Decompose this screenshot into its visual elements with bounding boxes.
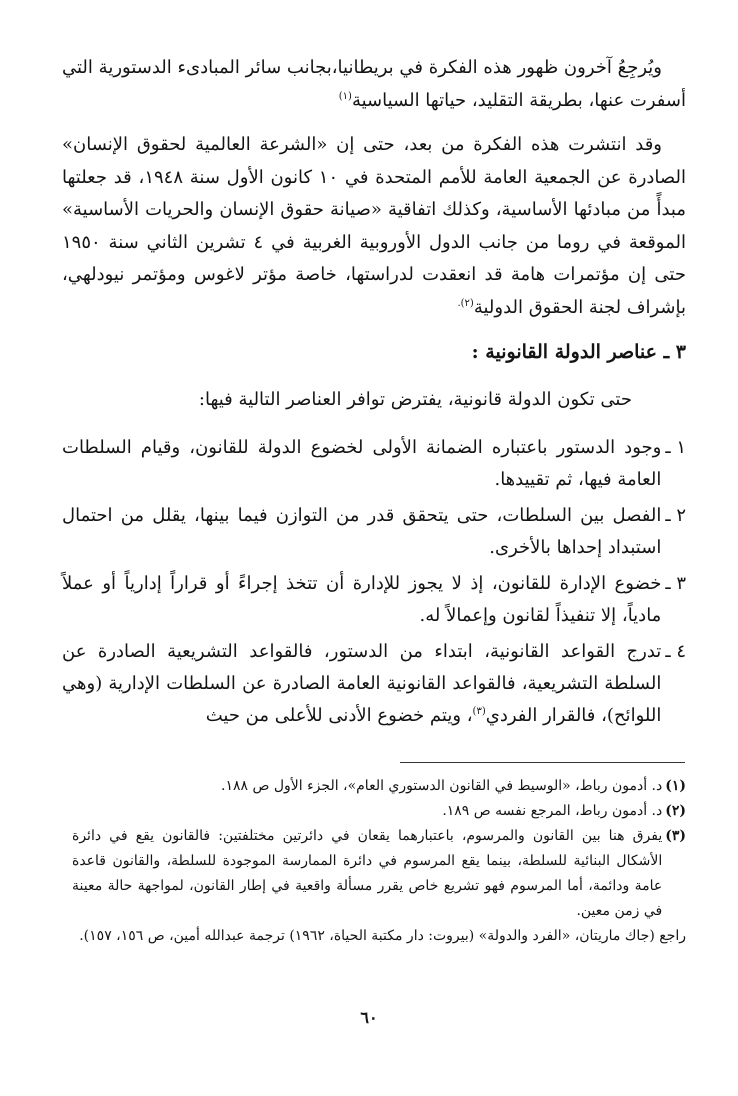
list-item-number: ٢ ـ — [665, 505, 686, 526]
footnote-text: يفرق هنا بين القانون والمرسوم، باعتبارهما يقعان في دائرتين مختلفتين: فالقانون يقع في دائرة الأشكال البنائية للسلطة، بينما يقع المرسوم في دائرة الممارسة الموجودة للسلطة، والقانون قاعدة عامة ودائمة، أما المرسوم فهو تشريع خاص يقرر مسألة واقعية في إطار القانون، لمواجهة حالة معينة في زمن معين. — [72, 828, 663, 919]
list-item-text — [62, 636, 661, 732]
footnote-text: د. أدمون رباط، «الوسيط في القانون الدستوري العام»، الجزء الأول ص ١٨٨. — [221, 778, 663, 794]
spacer — [62, 368, 686, 384]
footnote-ref-2: (٢). — [457, 297, 474, 309]
list-item — [62, 636, 686, 732]
list-item-text: وجود الدستور باعتباره الضمانة الأولى لخضوع الدولة للقانون، وقيام السلطات العامة فيها، ثم تقييدها. — [62, 437, 662, 490]
footnote — [72, 824, 686, 924]
paragraph-1-text: ويُرجِعُ آخرون ظهور هذه الفكرة في بريطانيا،بجانب سائر المبادىء الدستورية التي أسفرت عنها، بطريقة التقليد، حياتها السياسية — [62, 57, 686, 111]
list-item — [62, 432, 686, 496]
footnote-mark: (١) — [665, 778, 686, 794]
list-item-number: ٤ ـ — [665, 641, 686, 662]
spacer — [62, 117, 686, 129]
list-item-text: خضوع الإدارة للقانون، إذ لا يجوز للإدارة أن تتخذ إجراءً أو قراراً إدارياً أو عملاً مادياً، إلا تنفيذاً لقانون وإعمالاً له. — [62, 573, 662, 626]
spacer — [62, 324, 686, 336]
list-item-text-part: تدرج القواعد القانونية، ابتداء من الدستور، فالقواعد التشريعية الصادرة عن السلطة التشريعية، فالقواعد القانونية العامة الصادرة عن السلطات الإدارية (وهي اللوائح)، فالقرار الفردي — [62, 641, 662, 726]
footnote — [72, 799, 686, 824]
section-heading: ٣ ـ عناصر الدولة القانونية : — [471, 341, 686, 363]
page-body — [62, 52, 686, 736]
footnote-divider — [400, 762, 685, 763]
footnotes — [72, 774, 686, 949]
list-item-number: ١ ـ — [665, 437, 686, 458]
list-item-text-part: ، ويتم خضوع الأدنى للأعلى من حيث — [205, 705, 473, 726]
paragraph-2-text: وقد انتشرت هذه الفكرة من بعد، حتى إن «الشرعة العالمية لحقوق الإنسان» الصادرة عن الجمعية العامة للأمم المتحدة في ١٠ كانون الأول سنة ١٩٤٨، قد جعلتها مبدأً من مبادئها الأساسية، وكذلك اتفاقية «صيانة حقوق الإنسان والحريات الأساسية» الموقعة في روما من جانب الدول الأوروبية الغربية في ٤ تشرين الثاني سنة ١٩٥٠ حتى إن مؤتمرات هامة قد انعقدت لدراستها، خاصة مؤتر لاغوس ومؤتمر نيودلهي، بإشراف لجنة الحقوق الدولية — [62, 134, 686, 318]
list-item — [62, 500, 686, 564]
spacer — [62, 416, 686, 432]
footnote-ref-3: (٣) — [472, 706, 486, 717]
list-item-text: الفصل بين السلطات، حتى يتحقق قدر من التوازن فيما بينها، يقلل من احتمال استبداد إحداها بالأخرى. — [62, 505, 662, 558]
page-number: ٦٠ — [360, 1008, 378, 1027]
footnote-reference: راجع (جاك ماريتان، «الفرد والدولة» (بيروت: دار مكتبة الحياة، ١٩٦٢) ترجمة عبدالله أمين، ص ١٥٦، ١٥٧). — [79, 928, 686, 944]
footnote-mark: (٣) — [665, 828, 686, 844]
paragraph-1 — [62, 52, 686, 117]
footnote — [72, 774, 686, 799]
footnote-mark: (٢) — [665, 803, 686, 819]
paragraph-2 — [62, 129, 686, 324]
list-item — [62, 568, 686, 632]
footnote-text: د. أدمون رباط، المرجع نفسه ص ١٨٩. — [442, 803, 663, 819]
list-item-number: ٣ ـ — [665, 573, 686, 594]
section-intro: حتى تكون الدولة قانونية، يفترض توافر العناصر التالية فيها: — [198, 389, 632, 410]
footnote-ref-1: (١) — [338, 90, 352, 102]
